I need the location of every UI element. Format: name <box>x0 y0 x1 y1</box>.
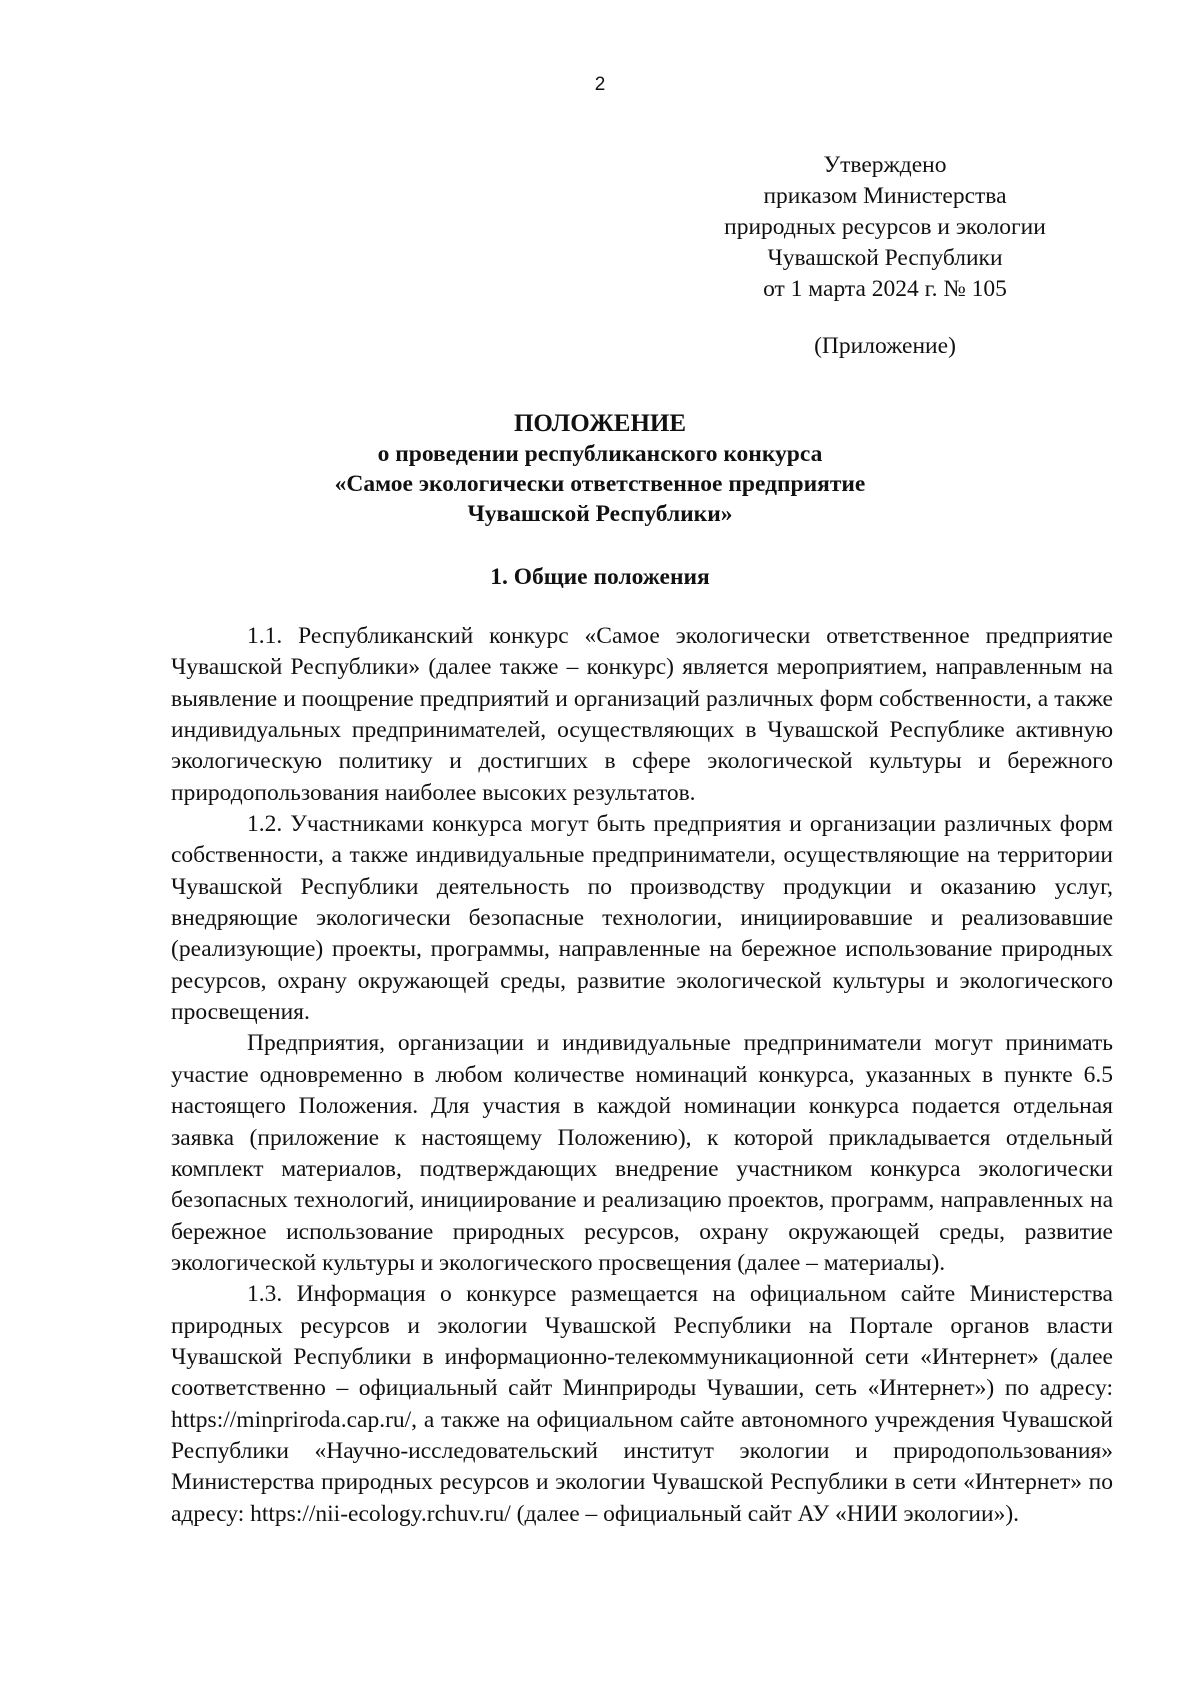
approval-line: природных ресурсов и экологии <box>724 214 1046 240</box>
paragraph: 1.3. Информация о конкурсе размещается на официальном сайте Министерства природных ресурсов и экологии Чувашской Республики на Портале органов власти Чувашской Республики в информационно-телекоммуникационной сети «Интернет» (далее соответственно – официальный сайт Минприроды Чувашии, сеть «Интернет») по адресу: https://minpriroda.cap.ru/, а также на официальном сайте автономного учреждения Чувашской Республики «Научно-исследовательский институт экологии и природопользования» Министерства природных ресурсов и экологии Чувашской Республики в сети «Интернет» по адресу: https://nii-ecology.rchuv.ru/ (далее – официальный сайт АУ «НИИ экологии»). <box>171 1281 1113 1527</box>
appendix-label: (Приложение) <box>814 333 956 359</box>
page-number: 2 <box>594 74 606 95</box>
title-line: о проведении республиканского конкурса <box>377 441 823 467</box>
body-text <box>171 621 1113 1530</box>
paragraph: 1.1. Республиканский конкурс «Самое экологически ответственное предприятие Чувашской Республики» (далее также – конкурс) является мероприятием, направленным на выявление и поощрение предприятий и организаций различных форм собственности, а также индивидуальных предпринимателей, осуществляющих в Чувашской Республике активную экологическую политику и достигших в сфере экологической культуры и бережного природопользования наиболее высоких результатов. <box>171 623 1113 806</box>
approval-line: Утверждено <box>823 152 947 178</box>
approval-line: от 1 марта 2024 г. № 105 <box>763 276 1007 302</box>
paragraph: Предприятия, организации и индивидуальные предприниматели могут принимать участие одновременно в любом количестве номинаций конкурса, указанных в пункте 6.5 настоящего Положения. Для участия в каждой номинации конкурса подается отдельная заявка (приложение к настоящему Положению), к которой прикладывается отдельный комплект материалов, подтверждающих внедрение участником конкурса экологически безопасных технологий, инициирование и реализацию проектов, программ, направленных на бережное использование природных ресурсов, охрану окружающей среды, развитие экологической культуры и экологического просвещения (далее – материалы). <box>171 1030 1113 1276</box>
approval-line: приказом Министерства <box>763 183 1007 209</box>
title-line: Чувашской Республики» <box>467 501 733 527</box>
title-line: «Самое экологически ответственное предприятие <box>334 471 866 497</box>
section-heading: 1. Общие положения <box>490 564 710 590</box>
title-main: ПОЛОЖЕНИЕ <box>513 410 687 437</box>
document-title <box>0 409 1200 529</box>
approval-line: Чувашской Республики <box>767 245 1003 271</box>
approval-stamp <box>640 150 1130 305</box>
paragraph: 1.2. Участниками конкурса могут быть предприятия и организации различных форм собственности, а также индивидуальные предприниматели, осуществляющие на территории Чувашской Республики деятельность по производству продукции и оказанию услуг, внедряющие экологически безопасные технологии, инициировавшие и реализовавшие (реализующие) проекты, программы, направленные на бережное использование природных ресурсов, охрану окружающей среды, развитие экологической культуры и экологического просвещения. <box>171 811 1113 1026</box>
